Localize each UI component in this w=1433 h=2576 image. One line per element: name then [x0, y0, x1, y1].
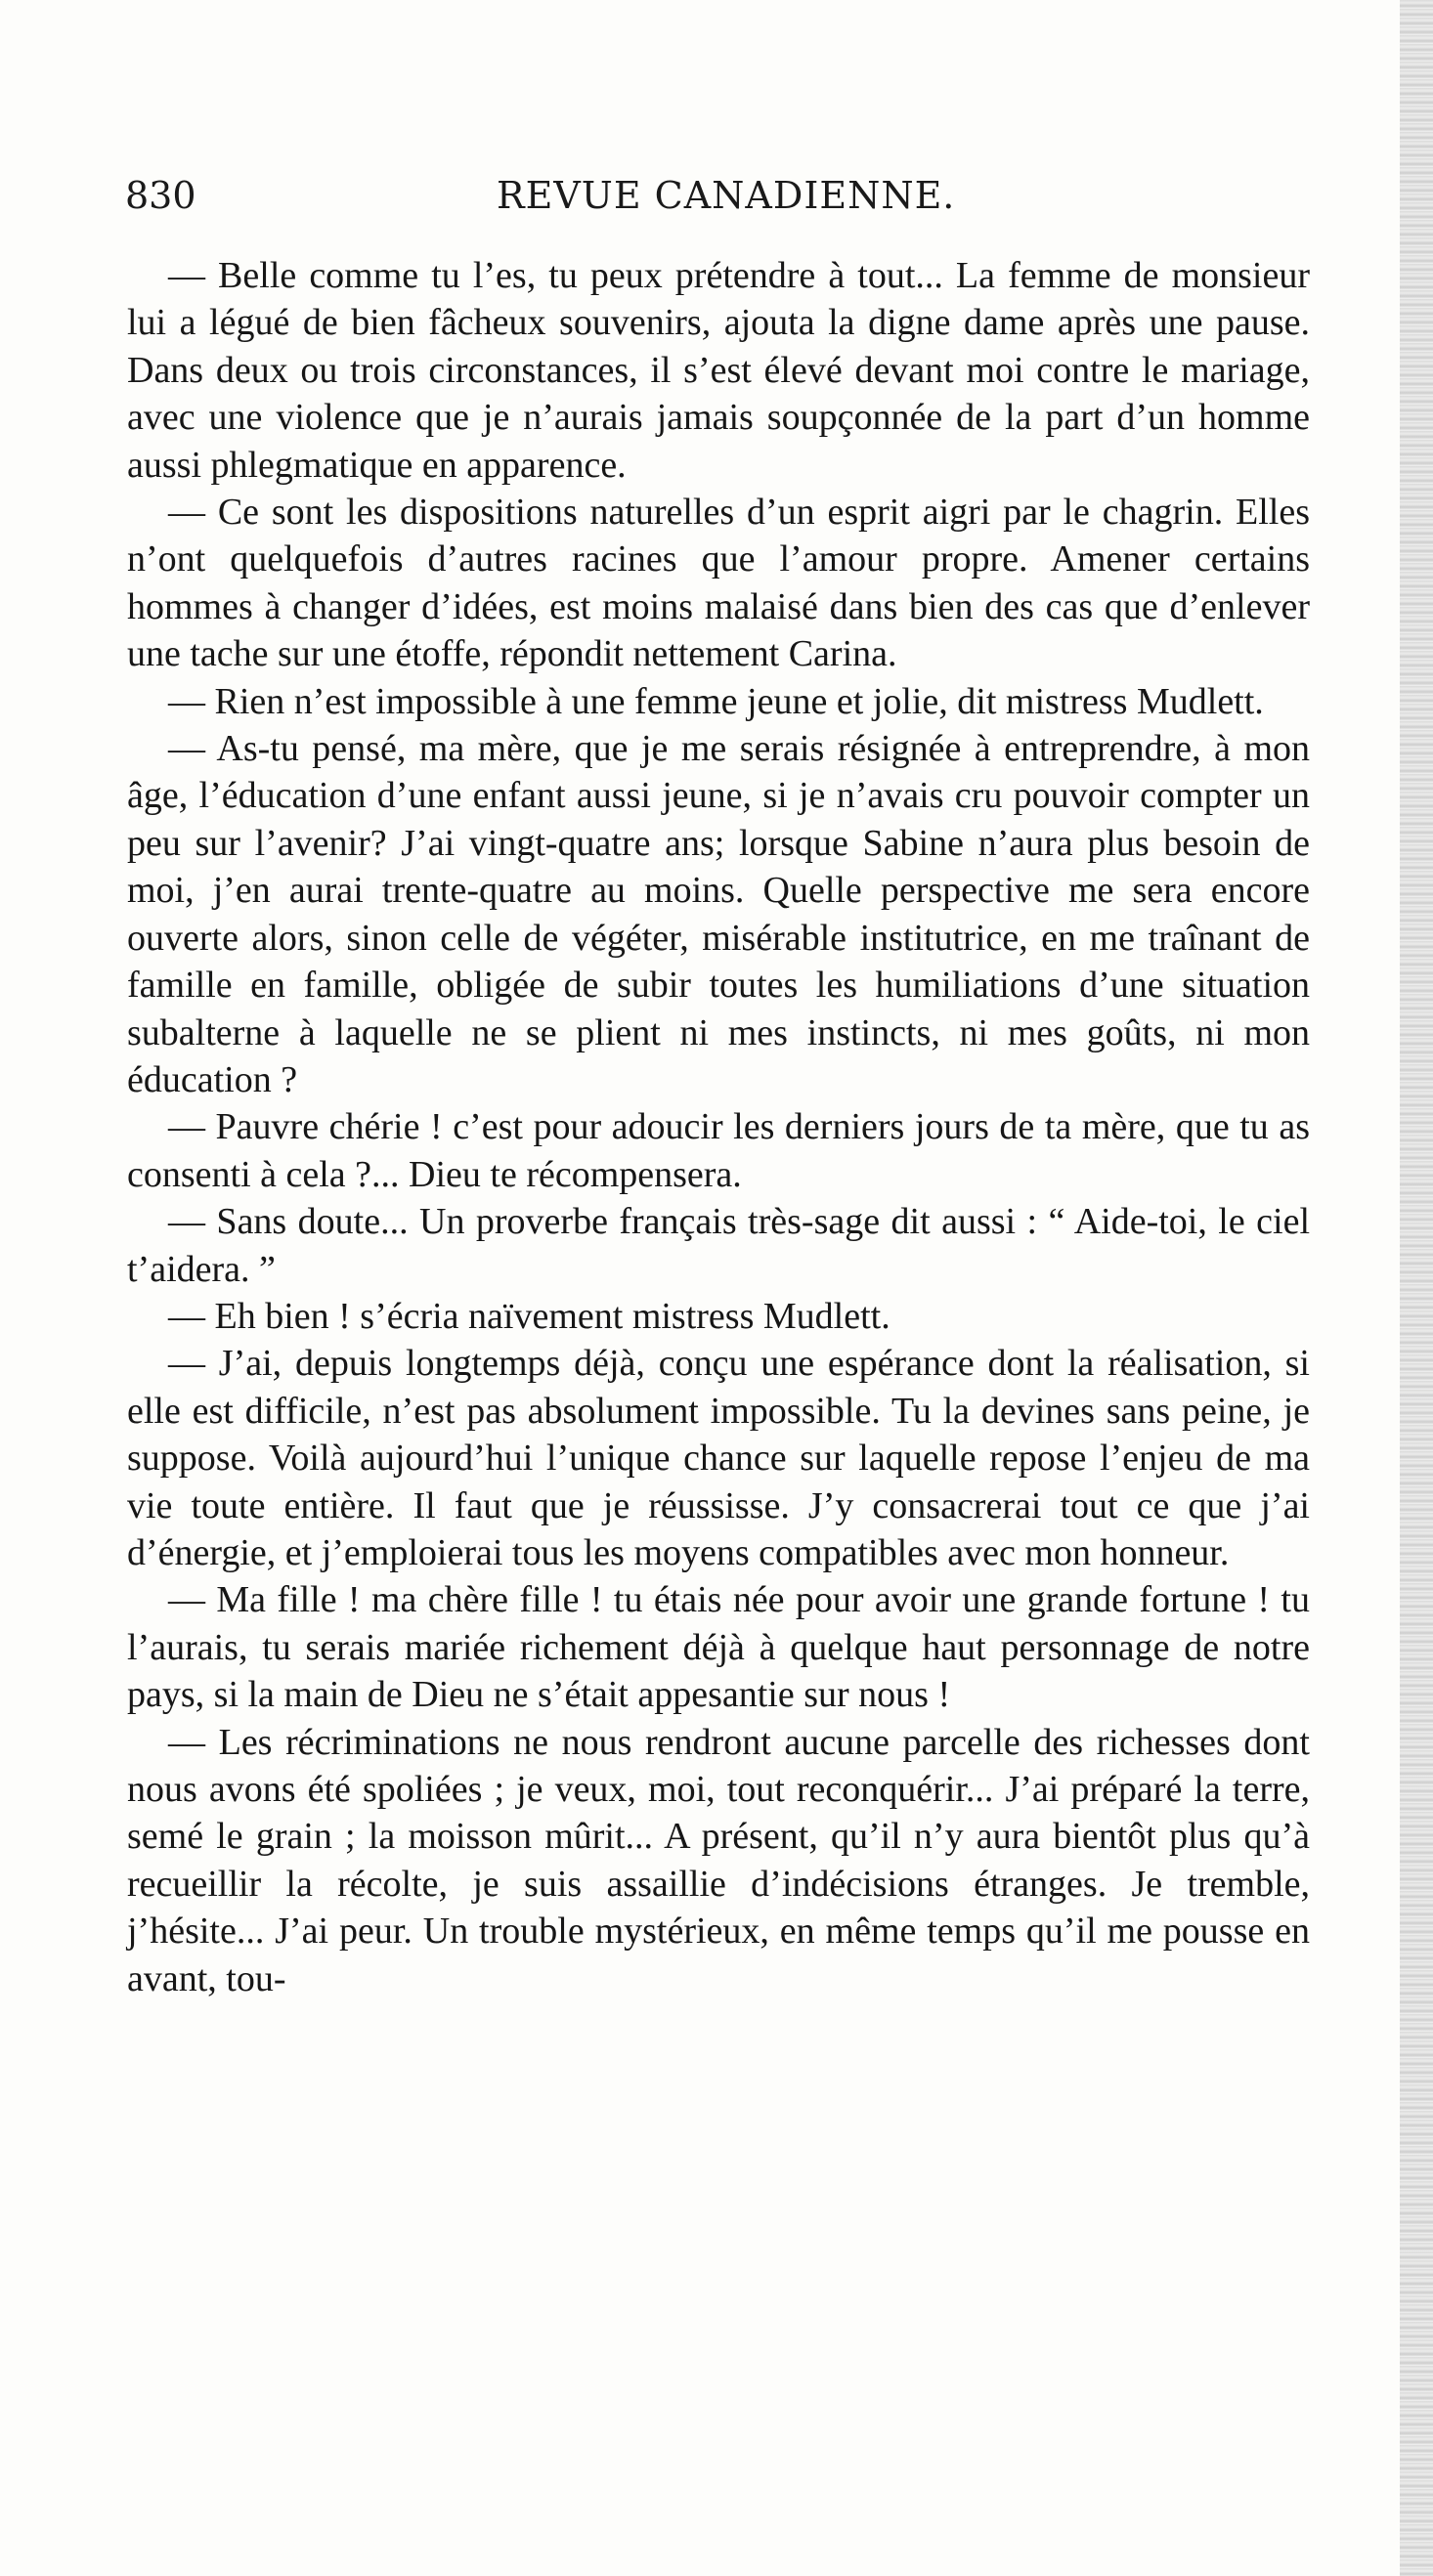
page-header: [125, 174, 1310, 229]
paragraph: — Ce sont les dispositions naturelles d’un esprit aigri par le chagrin. Elles n’ont quelquefois d’autres racines que l’amour propre. Amener certains hommes à changer d’idées, est moins malaisé dans bien des cas que d’enlever une tache sur une étoffe, répondit nettement Carina.: [127, 492, 1310, 675]
paragraph: — Belle comme tu l’es, tu peux prétendre à tout... La femme de monsieur lui a légué de bien fâcheux souvenirs, ajouta la digne dame après une pause. Dans deux ou trois circonstances, il s’est élevé devant moi contre le mariage, avec une violence que je n’aurais jamais soupçonnée de la part d’un homme aussi phlegmatique en apparence.: [127, 255, 1310, 486]
page-number: 830: [125, 174, 196, 217]
paragraph: — Pauvre chérie ! c’est pour adoucir les derniers jours de ta mère, que tu as consenti à cela ?... Dieu te récompensera.: [127, 1106, 1310, 1195]
paragraph: — Eh bien ! s’écria naïvement mistress Mudlett.: [168, 1295, 890, 1337]
page-edge-shadow: [1400, 0, 1433, 2576]
paragraph: — As-tu pensé, ma mère, que je me serais résignée à entreprendre, à mon âge, l’éducation d’une enfant aussi jeune, si je n’avais cru pouvoir compter un peu sur l’avenir? J’ai vingt-quatre ans; lorsque Sabine n’aura plus besoin de moi, j’en aurai trente-quatre au moins. Quelle perspective me sera encore ouverte alors, sinon celle de végéter, misérable institutrice, en me traînant de famille en famille, obligée de subir toutes les humiliations d’une situation subalterne à laquelle ne se plient ni mes instincts, ni mes goûts, ni mon éducation ?: [127, 728, 1310, 1100]
paragraph: — Sans doute... Un proverbe français très-sage dit aussi : “ Aide-toi, le ciel t’aidera. ”: [127, 1201, 1310, 1290]
paragraph: — Rien n’est impossible à une femme jeune et jolie, dit mistress Mudlett.: [168, 680, 1264, 722]
running-title: REVUE CANADIENNE.: [497, 174, 956, 217]
paragraph: — Ma fille ! ma chère fille ! tu étais née pour avoir une grande fortune ! tu l’aurais, tu serais mariée richement déjà à quelque haut personnage de notre pays, si la main de Dieu ne s’était appesantie sur nous !: [127, 1579, 1310, 1716]
text-body: [127, 252, 1310, 2002]
paragraph: — Les récriminations ne nous rendront aucune parcelle des richesses dont nous avons été spoliées ; je veux, moi, tout reconquérir... J’ai préparé la terre, semé le grain ; la moisson mûrit... A présent, qu’il n’y aura bientôt plus qu’à recueillir la récolte, je suis assaillie d’indécisions étranges. Je tremble, j’hésite... J’ai peur. Un trouble mystérieux, en même temps qu’il me pousse en avant, tou-: [127, 1721, 1310, 1999]
paragraph: — J’ai, depuis longtemps déjà, conçu une espérance dont la réalisation, si elle est difficile, n’est pas absolument impossible. Tu la devines sans peine, je suppose. Voilà aujourd’hui l’unique chance sur laquelle repose l’enjeu de ma vie toute entière. Il faut que je réussisse. J’y consacrerai tout ce que j’ai d’énergie, et j’emploierai tous les moyens compatibles avec mon honneur.: [127, 1343, 1310, 1573]
